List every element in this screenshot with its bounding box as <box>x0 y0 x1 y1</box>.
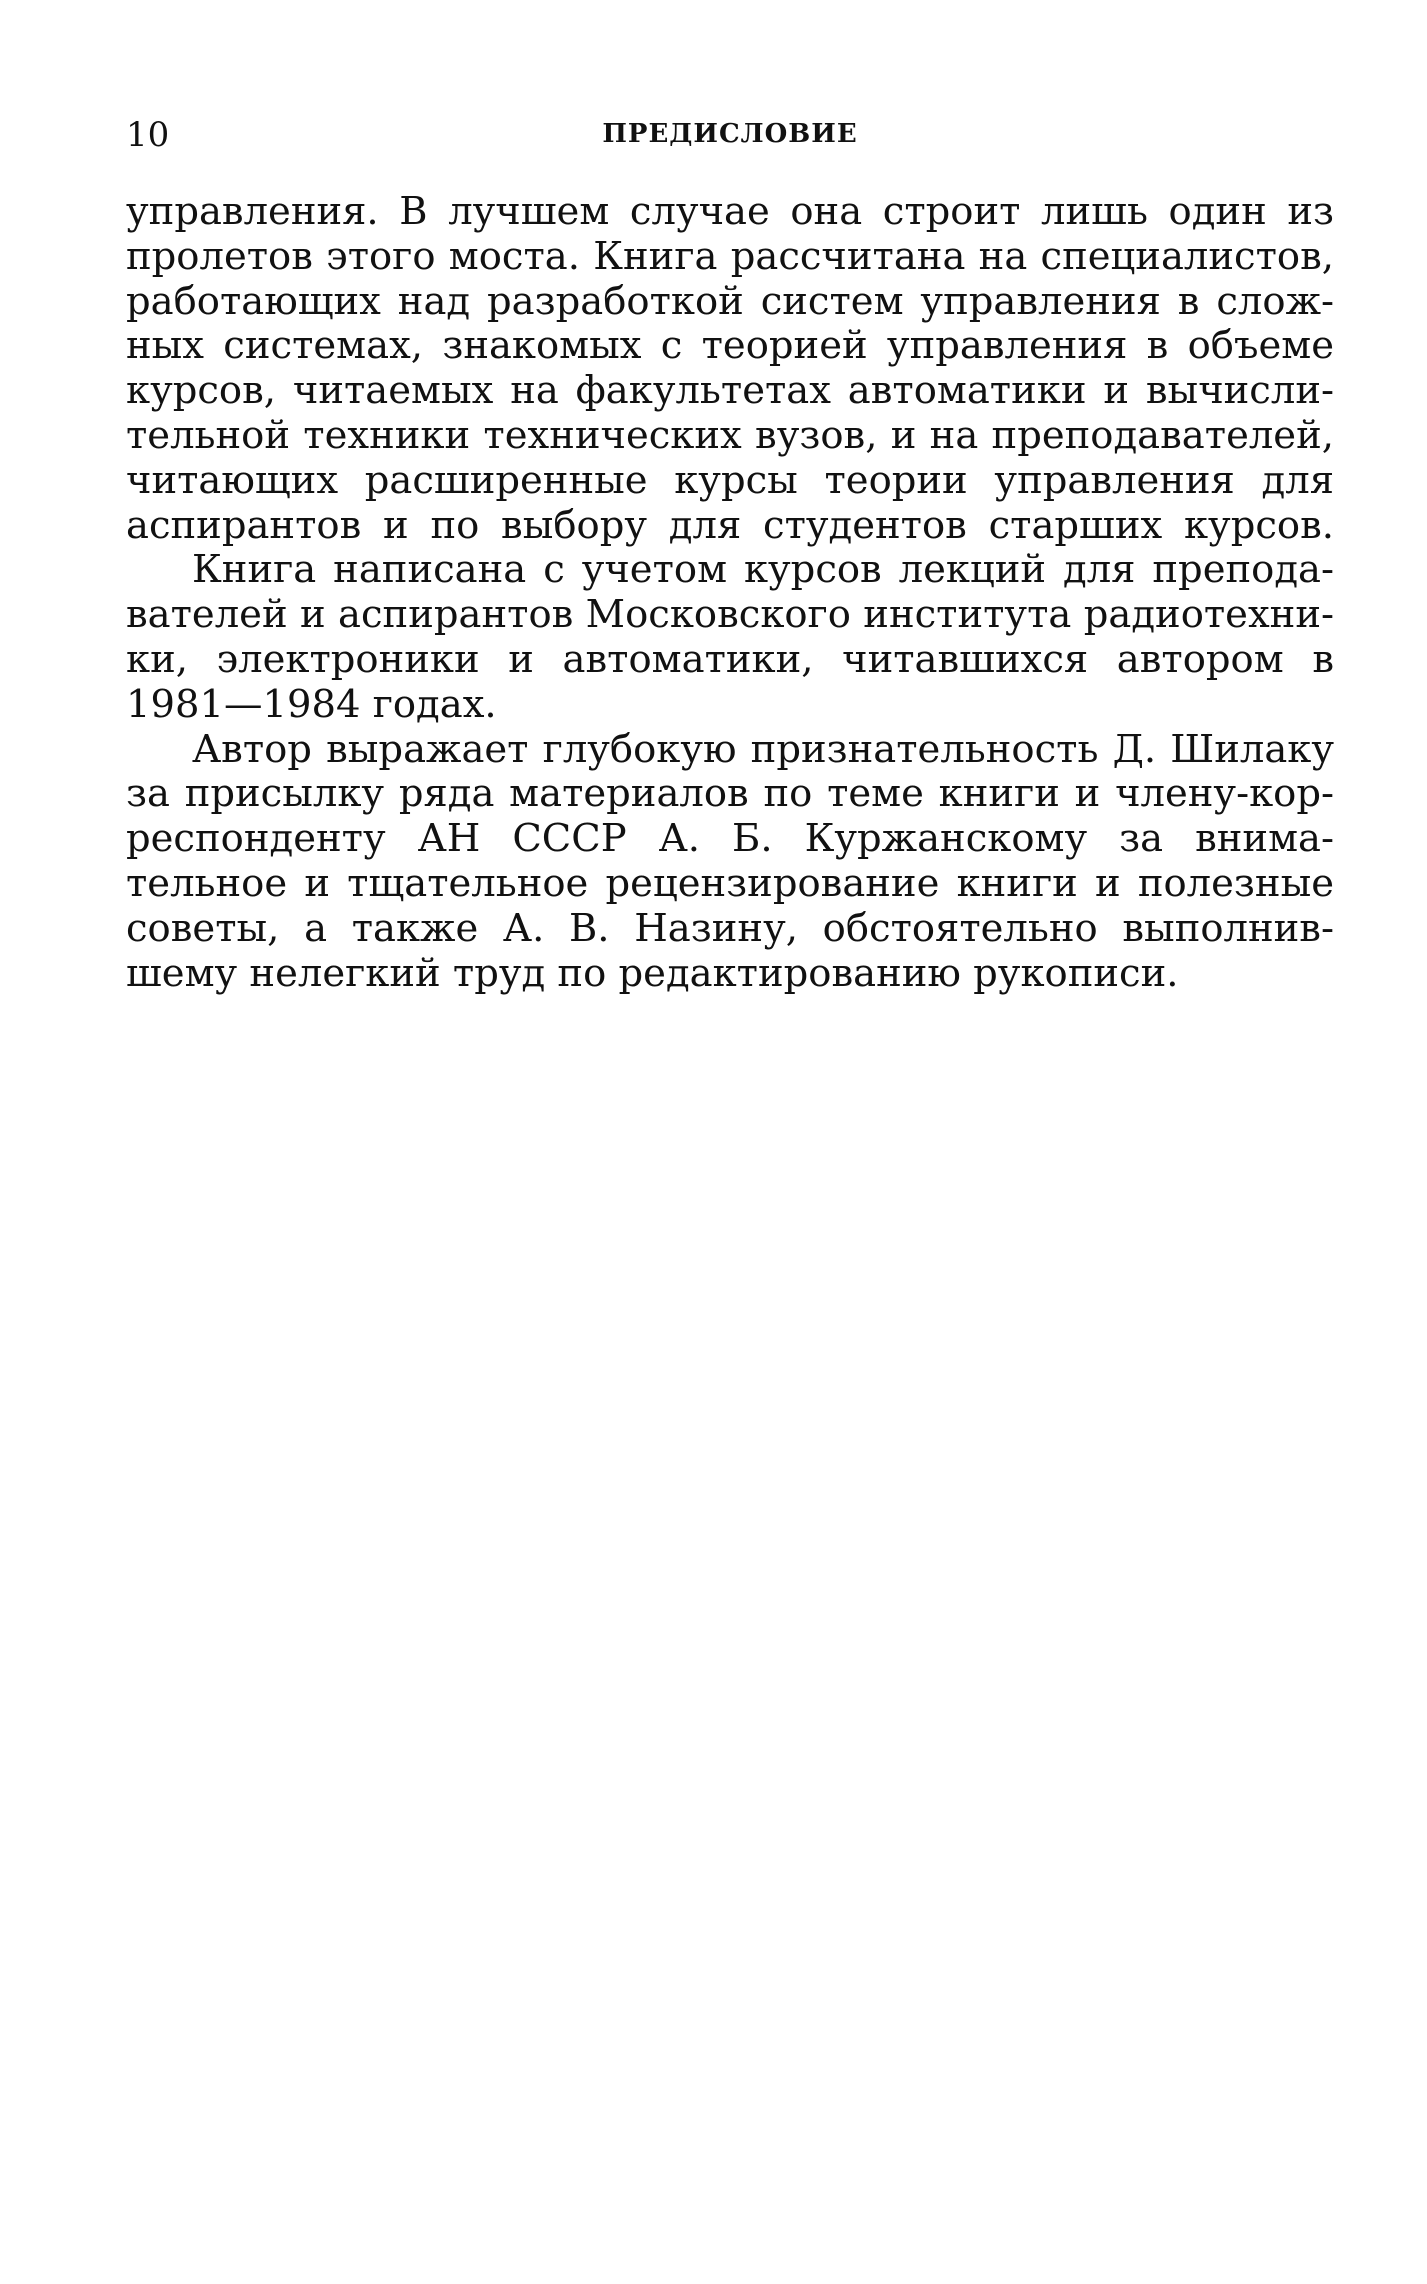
text-line: советы, а также А. В. Назину, обстоятельно выполнив- <box>126 905 1334 951</box>
text-line: работающих над разработкой систем управления в слож- <box>126 278 1334 324</box>
page-number: 10 <box>126 115 170 155</box>
running-head <box>126 112 1334 158</box>
text-line: Автор выражает глубокую признательность Д. Шилаку <box>192 726 1334 772</box>
text-line: аспирантов и по выбору для студентов старших курсов. <box>126 502 1334 548</box>
text-line: вателей и аспирантов Московского института радиотехни- <box>126 592 1334 638</box>
text-line: курсов, читаемых на факультетах автоматики и вычисли- <box>126 368 1334 414</box>
text-line: тельной техники технических вузов, и на преподавателей, <box>126 412 1334 458</box>
text-line: пролетов этого моста. Книга рассчитана на специалистов, <box>126 233 1334 279</box>
text-line: ных системах, знакомых с теорией управления в объеме <box>126 323 1334 369</box>
text-line: ки, электроники и автоматики, читавшихся автором в <box>126 636 1334 682</box>
text-line: за присылку ряда материалов по теме книги и члену-кор- <box>126 771 1334 817</box>
running-title: ПРЕДИСЛОВИЕ <box>602 119 858 149</box>
text-line: Книга написана с учетом курсов лекций для препода- <box>192 547 1334 593</box>
text-line: респонденту АН СССР А. Б. Куржанскому за внима- <box>126 816 1334 862</box>
text-line: шему нелегкий труд по редактированию рукописи. <box>126 950 1179 996</box>
text-line: 1981—1984 годах. <box>126 681 497 727</box>
paragraph-2 <box>126 548 1334 727</box>
body-text <box>126 190 1334 996</box>
paragraph-3 <box>126 728 1334 997</box>
text-line: читающих расширенные курсы теории управления для <box>126 457 1334 503</box>
text-line: тельное и тщательное рецензирование книги и полезные <box>126 860 1334 906</box>
text-line: управления. В лучшем случае она строит лишь один из <box>126 189 1334 234</box>
paragraph-1 <box>126 190 1334 548</box>
